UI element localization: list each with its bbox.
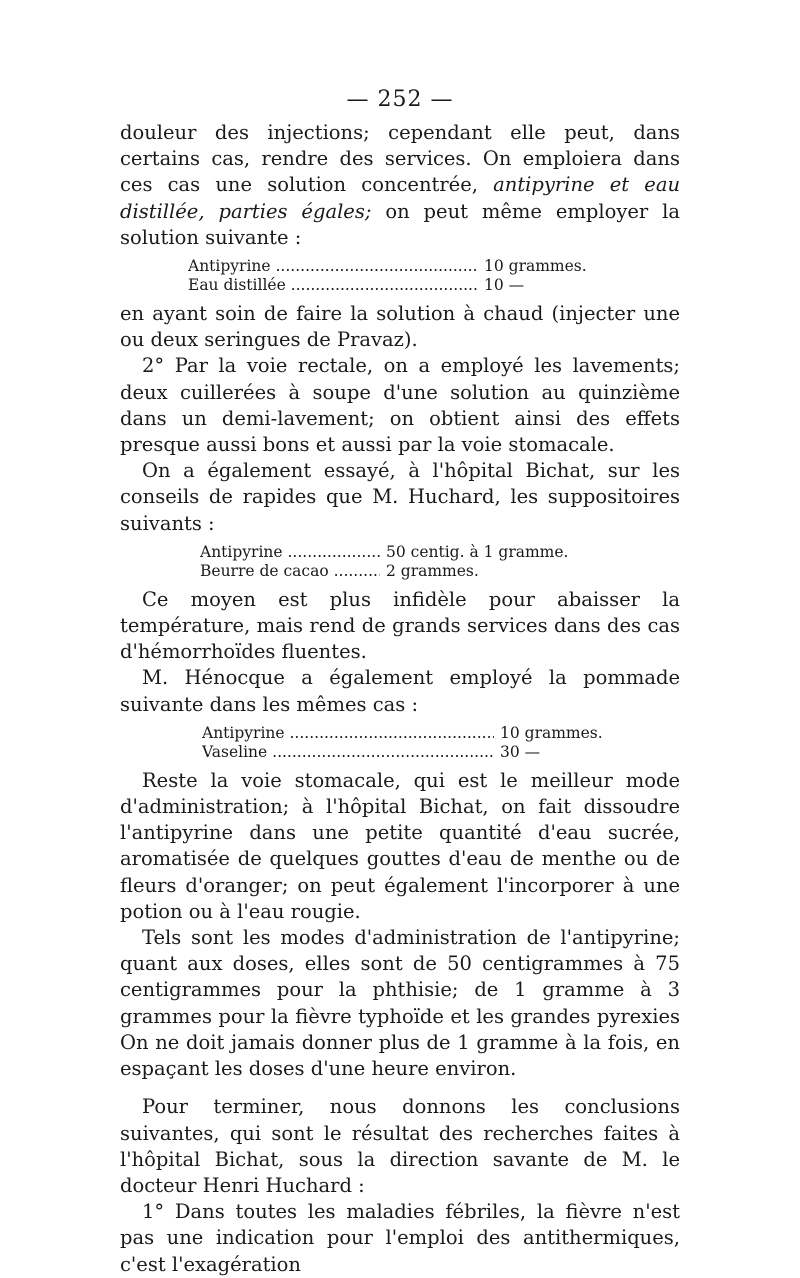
paragraph: Ce moyen est plus infidèle pour abaisser la température, mais rend de grands services dans des cas d'hémorrhoïdes fluentes. <box>120 587 680 664</box>
document-page <box>120 86 680 1278</box>
ingredient-name: Eau distillée ..... <box>188 276 478 295</box>
paragraph: Pour terminer, nous donnons les conclusions suivantes, qui sont le résultat des recherches faites à l'hôpital Bichat, sous la direction savante de M. le docteur Henri Huchard : <box>120 1095 680 1197</box>
ingredient-qty: 2 grammes. <box>386 561 479 580</box>
formula-row <box>188 276 608 295</box>
ingredient-qty: 50 centig. à 1 gramme. <box>386 542 569 561</box>
formula-row <box>188 257 608 276</box>
paragraph: On a également essayé, à l'hôpital Bichat, sur les conseils de rapides que M. Huchard, les suppositoires suivants : <box>120 459 680 535</box>
paragraph: M. Hénocque a également employé la pommade suivante dans les mêmes cas : <box>120 666 680 716</box>
ingredient-qty: 10 — <box>484 276 525 295</box>
ingredient-qty: 30 — <box>500 742 541 761</box>
paragraph-text: douleur des injections; cependant elle peut, dans certains cas, rendre des services. On emploiera dans ces cas une solution concentrée, <box>120 121 680 197</box>
ingredient-qty: 10 grammes. <box>500 723 603 742</box>
paragraph: 1° Dans toutes les maladies fébriles, la fièvre n'est pas une indication pour l'emploi des antithermiques, c'est l'exagération <box>120 1200 680 1276</box>
formula-row <box>202 724 632 743</box>
formula-row <box>200 543 620 562</box>
paragraph: Reste la voie stomacale, qui est le meilleur mode d'administration; à l'hôpital Bichat, on fait dissoudre l'antipyrine dans une petite quantité d'eau sucrée, aromatisée de quelques gouttes d'eau de menthe ou de fleurs d'oranger; on peut également l'incorporer à une potion ou à l'eau rougie. <box>120 768 680 923</box>
page-number: — 252 — <box>346 87 454 112</box>
ingredient-name: Antipyrine ..... <box>188 257 478 276</box>
paragraph-text: on peut même employer la solution suivante : <box>120 199 680 249</box>
paragraph: en ayant soin de faire la solution à chaud (injecter une ou deux seringues de Pravaz). <box>120 302 680 352</box>
formula-solution <box>188 257 608 295</box>
paragraph <box>120 120 680 251</box>
ingredient-name: Beurre de cacao ..... <box>200 562 380 581</box>
formula-pommade <box>202 724 632 762</box>
ingredient-name: Antipyrine ..... <box>202 724 494 743</box>
paragraph: 2° Par la voie rectale, on a employé les lavements; deux cuillerées à soupe d'une solution au quinzième dans un demi-lavement; on obtient ainsi des effets presque aussi bons et aussi par la voie stomacale. <box>120 354 680 457</box>
formula-row <box>200 562 620 581</box>
ingredient-name: Antipyrine ..... <box>200 543 380 562</box>
ingredient-qty: 10 grammes. <box>484 257 587 276</box>
ingredient-name: Vaseline ..... <box>202 743 494 762</box>
paragraph-italic-text: antipyrine et eau distillée, parties égales; <box>120 173 680 223</box>
paragraph: Tels sont les modes d'administration de l'antipyrine; quant aux doses, elles sont de 50 centigrammes à 75 centigrammes pour la phthisie; de 1 gramme à 3 grammes pour la fièvre typhoïde et les grandes pyrexies On ne doit jamais donner plus de 1 gramme à la fois, en espaçant les doses d'une heure environ. <box>120 926 680 1081</box>
formula-suppositoires <box>200 543 620 581</box>
formula-row <box>202 743 632 762</box>
